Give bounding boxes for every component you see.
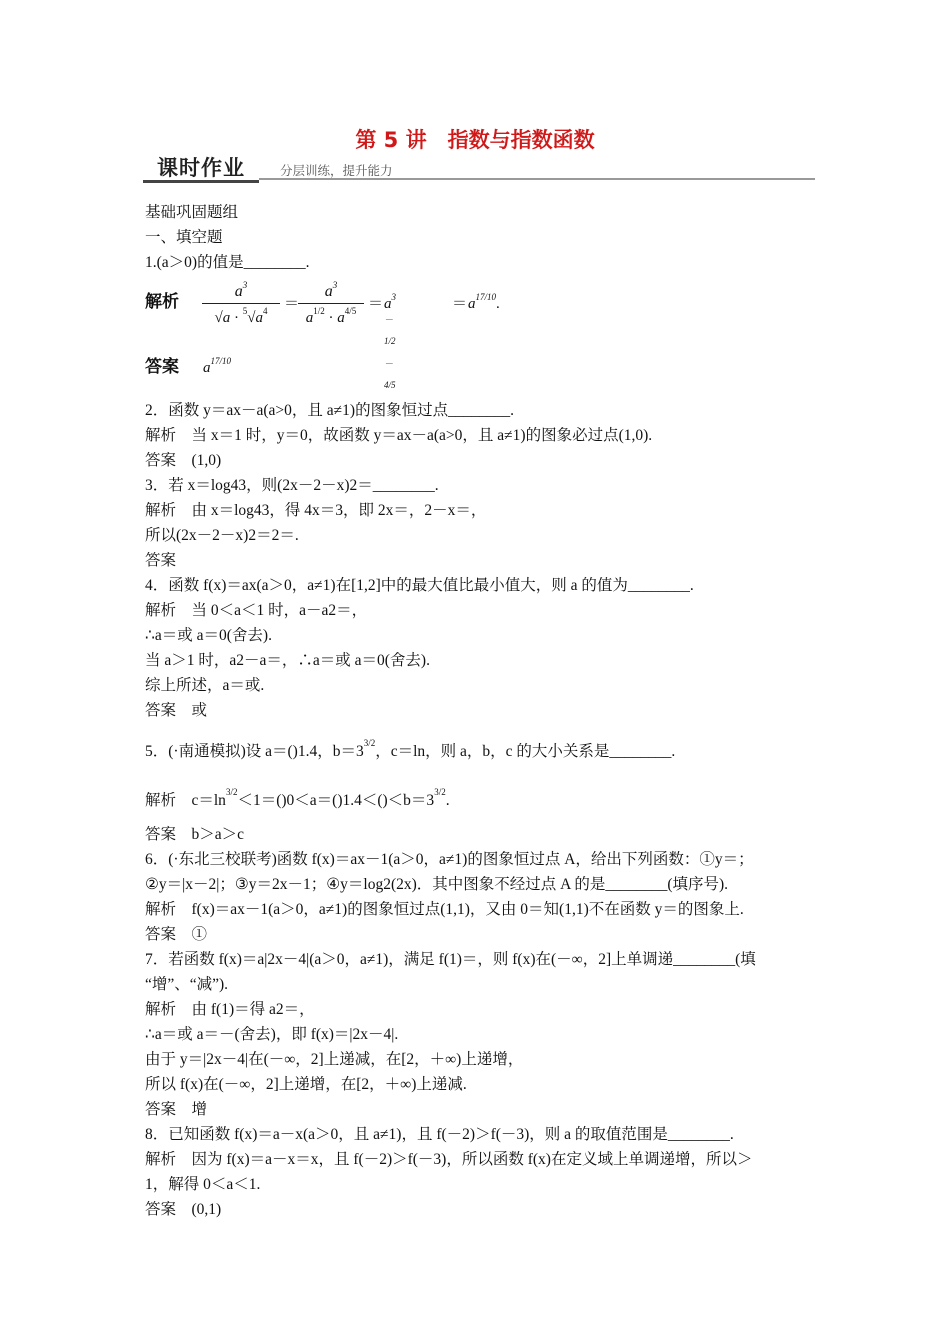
text-line: 1，解得 0＜a＜1. bbox=[145, 1176, 261, 1193]
fraction-2-denominator: $a^{1/2} \cdot a^{4/5}$ bbox=[305, 306, 357, 326]
banner-tab bbox=[143, 150, 259, 183]
text-line: 解析 f(x)＝ax－1(a＞0，a≠1)的图象恒过点(1,1)，又由 0＝知(1,1)不在函数 y＝的图象上. bbox=[145, 901, 744, 918]
solution-label-1: 解析 bbox=[145, 292, 179, 312]
text-line: 解析 当 x＝1 时，y＝0，故函数 y＝ax－a(a>0，且 a≠1)的图象必过点(1,0). bbox=[145, 427, 653, 444]
subsection-heading: 一、填空题 bbox=[145, 229, 223, 246]
text-line: 由于 y＝|2x－4|在(－∞，2]上递减，在[2，＋∞)上递增， bbox=[145, 1051, 524, 1068]
text-line: 解析 当 0＜a＜1 时，a－a2＝， bbox=[145, 602, 368, 619]
fraction-1-bar bbox=[202, 303, 280, 304]
text-line: 所以 f(x)在(－∞，2]上递增，在[2，＋∞)上递减. bbox=[145, 1076, 467, 1093]
text-line: 当 a＞1 时，a2－a＝，∴a＝或 a＝0(舍去). bbox=[145, 652, 430, 669]
fraction-1-numerator: $a^3$ bbox=[234, 280, 248, 300]
text-line: 4．函数 f(x)＝ax(a＞0，a≠1)在[1,2]中的最大值比最小值大，则 a 的值为________. bbox=[145, 577, 694, 594]
text-line: 3．若 x＝log43，则(2x－2－x)2＝________. bbox=[145, 477, 439, 494]
page-title: 第 5 讲 指数与指数函数 bbox=[355, 128, 595, 152]
text-line: 2．函数 y＝ax－a(a>0，且 a≠1)的图象恒过点________. bbox=[145, 402, 514, 419]
text-line: ②y＝|x－2|；③y＝2x－1；④y＝log2(2x)．其中图象不经过点 A 的是________(填序号). bbox=[145, 876, 729, 893]
fraction-1 bbox=[202, 280, 280, 327]
equals-3: ＝ bbox=[452, 296, 468, 312]
equals-2: ＝ bbox=[368, 296, 384, 312]
answer-label-1: 答案 bbox=[145, 357, 179, 377]
text-line: ∴a＝或 a＝－(舍去)，即 f(x)＝|2x－4|. bbox=[145, 1026, 399, 1043]
fraction-2 bbox=[298, 280, 364, 327]
fraction-2-numerator: $a^3$ bbox=[324, 280, 338, 300]
banner-tab-label: 课时作业 bbox=[157, 156, 245, 180]
text-line: 解析 由 f(1)＝得 a2＝， bbox=[145, 1001, 315, 1018]
text-line: 答案 bbox=[145, 552, 177, 569]
text-line: 7．若函数 f(x)＝a|2x－4|(a＞0，a≠1)，满足 f(1)＝，则 f(x)在(－∞，2]上单调递________(填 bbox=[145, 951, 756, 968]
text-line: 答案 或 bbox=[145, 702, 208, 719]
text-line: 综上所述，a＝或. bbox=[145, 677, 265, 694]
banner-subtitle: 分层训练，提升能力 bbox=[280, 163, 393, 178]
solution-5: 解析 $c=\ln^{3/2}<1=()0<a=()1.4<()<b=3^{3/2}$. bbox=[145, 787, 450, 809]
text-line: 8．已知函数 f(x)＝a－x(a＞0，且 a≠1)，且 f(－2)＞f(－3)，则 a 的取值范围是________. bbox=[145, 1126, 734, 1143]
homework-banner bbox=[143, 150, 815, 184]
text-line: 解析 因为 f(x)＝a－x＝x，且 f(－2)＞f(－3)，所以函数 f(x)在定义域上单调递增，所以＞ bbox=[145, 1151, 753, 1168]
text-line: 6．(·东北三校联考)函数 f(x)＝ax－1(a＞0，a≠1)的图象恒过点 A，给出下列函数：①y＝； bbox=[145, 851, 754, 868]
text-line: 解析 由 x＝log43，得 4x＝3，即 2x＝，2－x＝， bbox=[145, 502, 487, 519]
question-5: 5．(·南通模拟)设 a＝()1.4，$b=3^{3/2}$，c＝ln，则 a，b，c 的大小关系是________. bbox=[145, 738, 676, 760]
text-line: 答案 b＞a＞c bbox=[145, 826, 245, 843]
text-line: 答案 (1,0) bbox=[145, 452, 222, 469]
text-line: 答案 (0,1) bbox=[145, 1201, 222, 1218]
fraction-1-denominator: $√a \cdot ^5√a^4$ bbox=[214, 306, 268, 326]
power-1: $a^{3-1/2-4/5}$ bbox=[384, 292, 396, 390]
text-line: 所以(2x－2－x)2＝2＝. bbox=[145, 527, 299, 544]
section-heading: 基础巩固题组 bbox=[145, 204, 239, 221]
fraction-2-bar bbox=[298, 303, 364, 304]
text-line: ∴a＝或 a＝0(舍去). bbox=[145, 627, 272, 644]
text-line: 答案 ① bbox=[145, 926, 208, 943]
text-line: 答案 增 bbox=[145, 1101, 208, 1118]
equals-1: ＝ bbox=[284, 296, 300, 312]
text-line: “增”、“减”). bbox=[145, 976, 229, 993]
answer-1-value: $a^{17/10}$ bbox=[203, 356, 232, 376]
question-1: 1.(a＞0)的值是________. bbox=[145, 254, 310, 271]
power-2: $a^{17/10}$. bbox=[468, 292, 500, 312]
